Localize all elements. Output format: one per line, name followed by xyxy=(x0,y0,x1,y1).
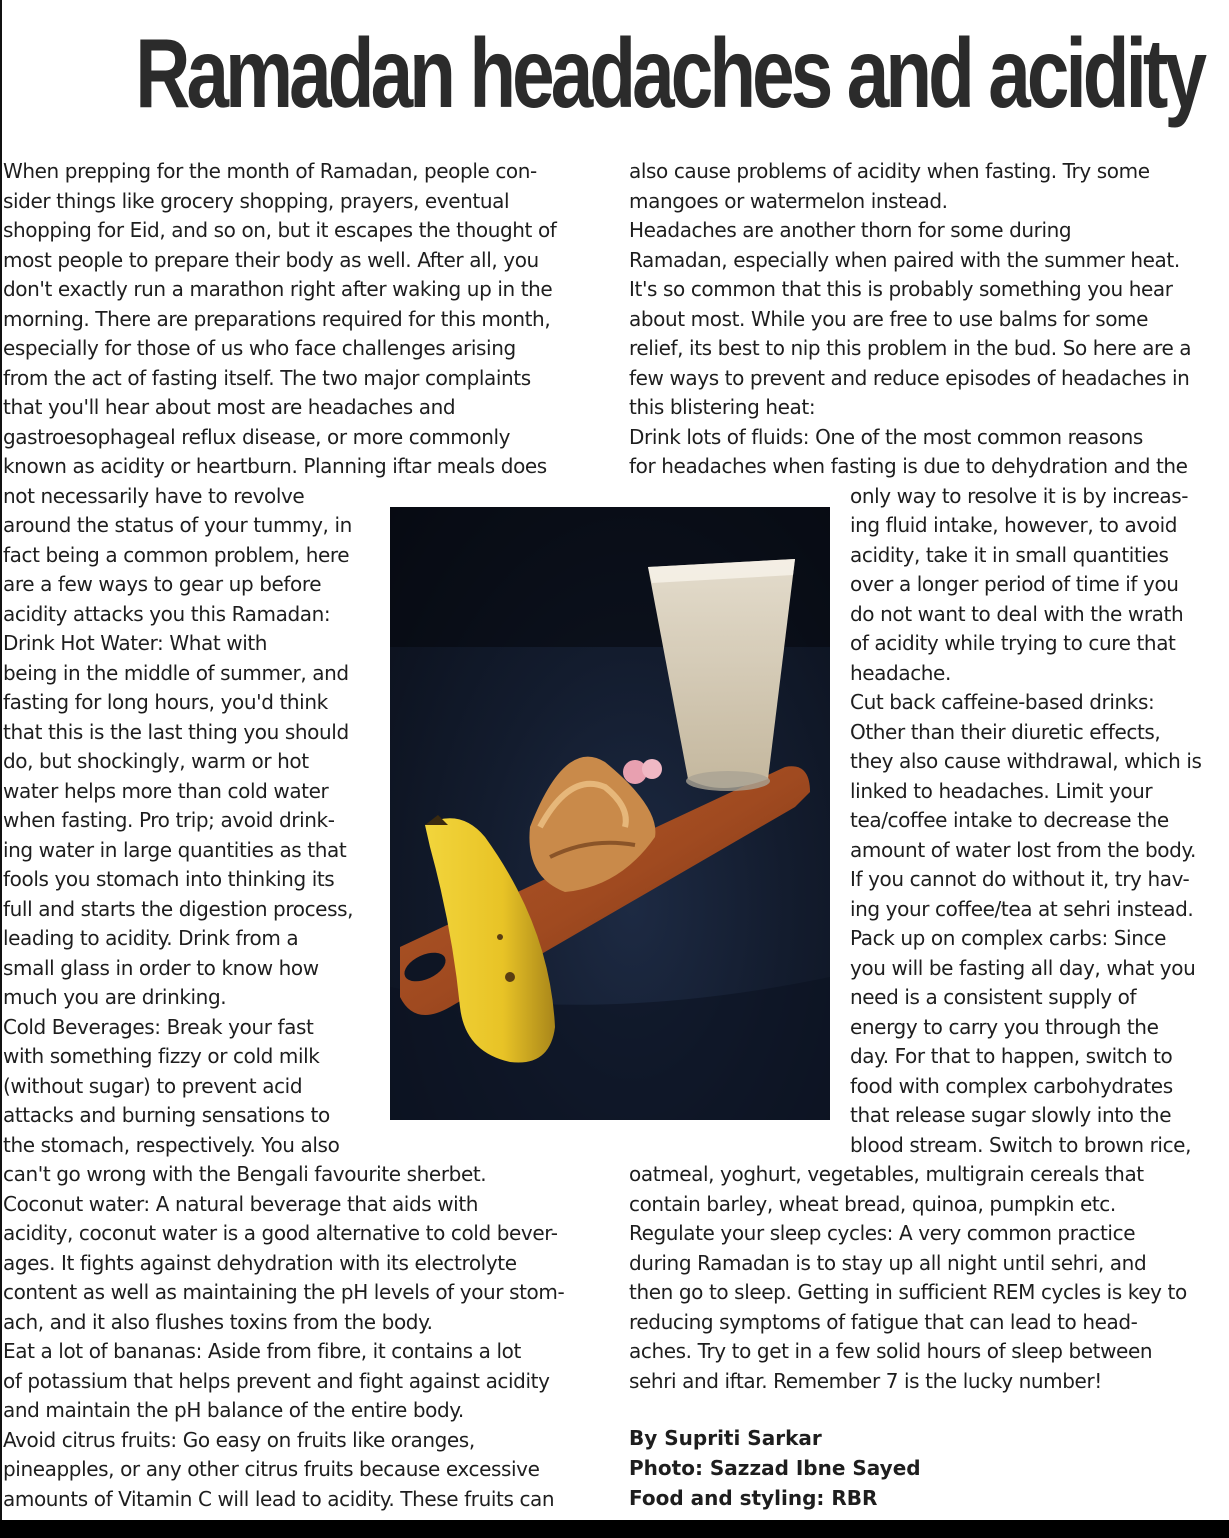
right-column-line: need is a consistent supply of xyxy=(850,985,1137,1009)
left-column-line: amounts of Vitamin C will lead to acidity. These fruits can xyxy=(3,1486,555,1511)
left-column-line: content as well as maintaining the pH levels of your stom- xyxy=(3,1280,565,1304)
article-headline: Ramadan headaches and acidity xyxy=(135,18,1204,128)
left-column-line: much you are drinking. xyxy=(3,985,227,1009)
right-column-line: ing your coffee/tea at sehri instead. xyxy=(850,896,1194,921)
right-column-line: Headaches are another thorn for some during xyxy=(629,218,1072,242)
right-column-line: amount of water lost from the body. xyxy=(850,837,1196,862)
right-column-line: Cut back caffeine-based drinks: xyxy=(850,690,1155,714)
left-column-line: from the act of fasting itself. The two major complaints xyxy=(3,365,531,390)
article-photo xyxy=(390,507,830,1120)
left-column-line: that this is the last thing you should xyxy=(3,719,349,744)
right-column-line: Other than their diuretic effects, xyxy=(850,719,1161,744)
left-column-line: sider things like grocery shopping, prayers, eventual xyxy=(3,188,510,213)
left-column-line: are a few ways to gear up before xyxy=(3,572,322,596)
left-column-line: with something fizzy or cold milk xyxy=(3,1044,320,1068)
right-column-line: Pack up on complex carbs: Since xyxy=(850,926,1166,950)
left-column-line: Coconut water: A natural beverage that aids with xyxy=(3,1191,479,1216)
page-left-border xyxy=(0,0,2,1520)
left-column-line: when fasting. Pro trip; avoid drink- xyxy=(3,808,335,832)
left-column-line: ach, and it also flushes toxins from the body. xyxy=(3,1309,433,1334)
left-column-line: morning. There are preparations required for this month, xyxy=(3,306,551,331)
right-column-line: blood stream. Switch to brown rice, xyxy=(850,1132,1192,1157)
right-column-line: reducing symptoms of fatigue that can lead to head- xyxy=(629,1309,1138,1334)
right-column-line: this blistering heat: xyxy=(629,395,816,419)
left-column-line: Drink Hot Water: What with xyxy=(3,631,268,655)
right-column-line: over a longer period of time if you xyxy=(850,572,1179,596)
right-column-line: relief, its best to nip this problem in the bud. So here are a xyxy=(629,336,1192,360)
left-column-line: being in the middle of summer, and xyxy=(3,660,349,685)
right-column-line: then go to sleep. Getting in sufficient REM cycles is key to xyxy=(629,1280,1187,1304)
left-column-line: acidity attacks you this Ramadan: xyxy=(3,601,331,626)
right-column-line: of acidity while trying to cure that xyxy=(850,631,1176,655)
styling-credit: Food and styling: RBR xyxy=(629,1486,878,1510)
right-column-line: day. For that to happen, switch to xyxy=(850,1044,1173,1068)
left-column-line: the stomach, respectively. You also xyxy=(3,1132,340,1157)
left-column-line: attacks and burning sensations to xyxy=(3,1103,330,1127)
food-photo-illustration xyxy=(390,507,830,1120)
left-column-line: shopping for Eid, and so on, but it escapes the thought of xyxy=(3,218,557,242)
left-column-line: acidity, coconut water is a good alternative to cold bever- xyxy=(3,1221,558,1245)
right-column-line: ing fluid intake, however, to avoid xyxy=(850,513,1178,537)
right-column-line: food with complex carbohydrates xyxy=(850,1073,1173,1098)
right-column-line: energy to carry you through the xyxy=(850,1014,1159,1039)
left-column-line: and maintain the pH balance of the entire body. xyxy=(3,1398,464,1422)
right-column-line: for headaches when fasting is due to dehydration and the xyxy=(629,454,1188,478)
right-column-line: during Ramadan is to stay up all night until sehri, and xyxy=(629,1250,1147,1275)
left-column-line: pineapples, or any other citrus fruits because excessive xyxy=(3,1457,540,1481)
left-column-line: can't go wrong with the Bengali favourite sherbet. xyxy=(3,1162,487,1186)
right-column-line: acidity, take it in small quantities xyxy=(850,542,1169,567)
left-column-line: don't exactly run a marathon right after waking up in the xyxy=(3,277,553,301)
left-column-line: (without sugar) to prevent acid xyxy=(3,1073,303,1098)
right-column-line: few ways to prevent and reduce episodes of headaches in xyxy=(629,365,1190,390)
right-column-line: also cause problems of acidity when fasting. Try some xyxy=(629,159,1150,183)
right-column-line: If you cannot do without it, try hav- xyxy=(850,867,1190,891)
right-column-line: contain barley, wheat bread, quinoa, pumpkin etc. xyxy=(629,1191,1116,1216)
left-column-line: most people to prepare their body as well. After all, you xyxy=(3,247,539,272)
left-column-line: gastroesophageal reflux disease, or more commonly xyxy=(3,424,511,449)
right-column-line: aches. Try to get in a few solid hours of sleep between xyxy=(629,1339,1153,1363)
left-column-line: of potassium that helps prevent and fight against acidity xyxy=(3,1368,550,1393)
left-column-line: fact being a common problem, here xyxy=(3,542,350,567)
left-column-line: When prepping for the month of Ramadan, people con- xyxy=(3,159,537,183)
left-column-line: water helps more than cold water xyxy=(3,778,329,803)
right-column-line: It's so common that this is probably something you hear xyxy=(629,277,1173,301)
right-column-line: about most. While you are free to use balms for some xyxy=(629,306,1149,331)
right-column-line: mangoes or watermelon instead. xyxy=(629,188,948,213)
right-column-line: linked to headaches. Limit your xyxy=(850,778,1153,803)
left-column-line: ages. It fights against dehydration with its electrolyte xyxy=(3,1250,517,1275)
photo-credit: Photo: Sazzad Ibne Sayed xyxy=(629,1456,921,1480)
author-credit: By Supriti Sarkar xyxy=(629,1426,822,1450)
left-column-line: Eat a lot of bananas: Aside from fibre, it contains a lot xyxy=(3,1339,521,1363)
right-column-line: do not want to deal with the wrath xyxy=(850,601,1184,626)
right-column-line: they also cause withdrawal, which is xyxy=(850,749,1202,773)
right-column-line: you will be fasting all day, what you xyxy=(850,955,1196,980)
right-column-line: Drink lots of fluids: One of the most common reasons xyxy=(629,424,1143,449)
right-column-line: sehri and iftar. Remember 7 is the lucky number! xyxy=(629,1368,1102,1393)
left-column-line: especially for those of us who face challenges arising xyxy=(3,336,516,360)
left-column-line: Avoid citrus fruits: Go easy on fruits like oranges, xyxy=(3,1427,475,1452)
page-bottom-bar xyxy=(0,1520,1229,1538)
left-column-line: do, but shockingly, warm or hot xyxy=(3,749,309,773)
left-column-line: Cold Beverages: Break your fast xyxy=(3,1014,314,1039)
right-column-line: tea/coffee intake to decrease the xyxy=(850,808,1169,832)
left-column-line: fasting for long hours, you'd think xyxy=(3,690,328,714)
right-column-line: oatmeal, yoghurt, vegetables, multigrain cereals that xyxy=(629,1162,1144,1186)
left-column-line: around the status of your tummy, in xyxy=(3,513,352,537)
left-column-line: full and starts the digestion process, xyxy=(3,896,354,921)
left-column-line: leading to acidity. Drink from a xyxy=(3,926,299,950)
right-column-line: only way to resolve it is by increas- xyxy=(850,483,1189,508)
right-column-line: headache. xyxy=(850,660,951,685)
right-column-line: Regulate your sleep cycles: A very common practice xyxy=(629,1221,1136,1245)
right-column-line: that release sugar slowly into the xyxy=(850,1103,1172,1127)
right-column-line: Ramadan, especially when paired with the summer heat. xyxy=(629,247,1180,272)
left-column-line: ing water in large quantities as that xyxy=(3,837,347,862)
left-column-line: known as acidity or heartburn. Planning iftar meals does xyxy=(3,454,547,478)
left-column-line: small glass in order to know how xyxy=(3,955,319,980)
left-column-line: that you'll hear about most are headaches and xyxy=(3,395,456,419)
left-column-line: fools you stomach into thinking its xyxy=(3,867,335,891)
left-column-line: not necessarily have to revolve xyxy=(3,483,305,508)
